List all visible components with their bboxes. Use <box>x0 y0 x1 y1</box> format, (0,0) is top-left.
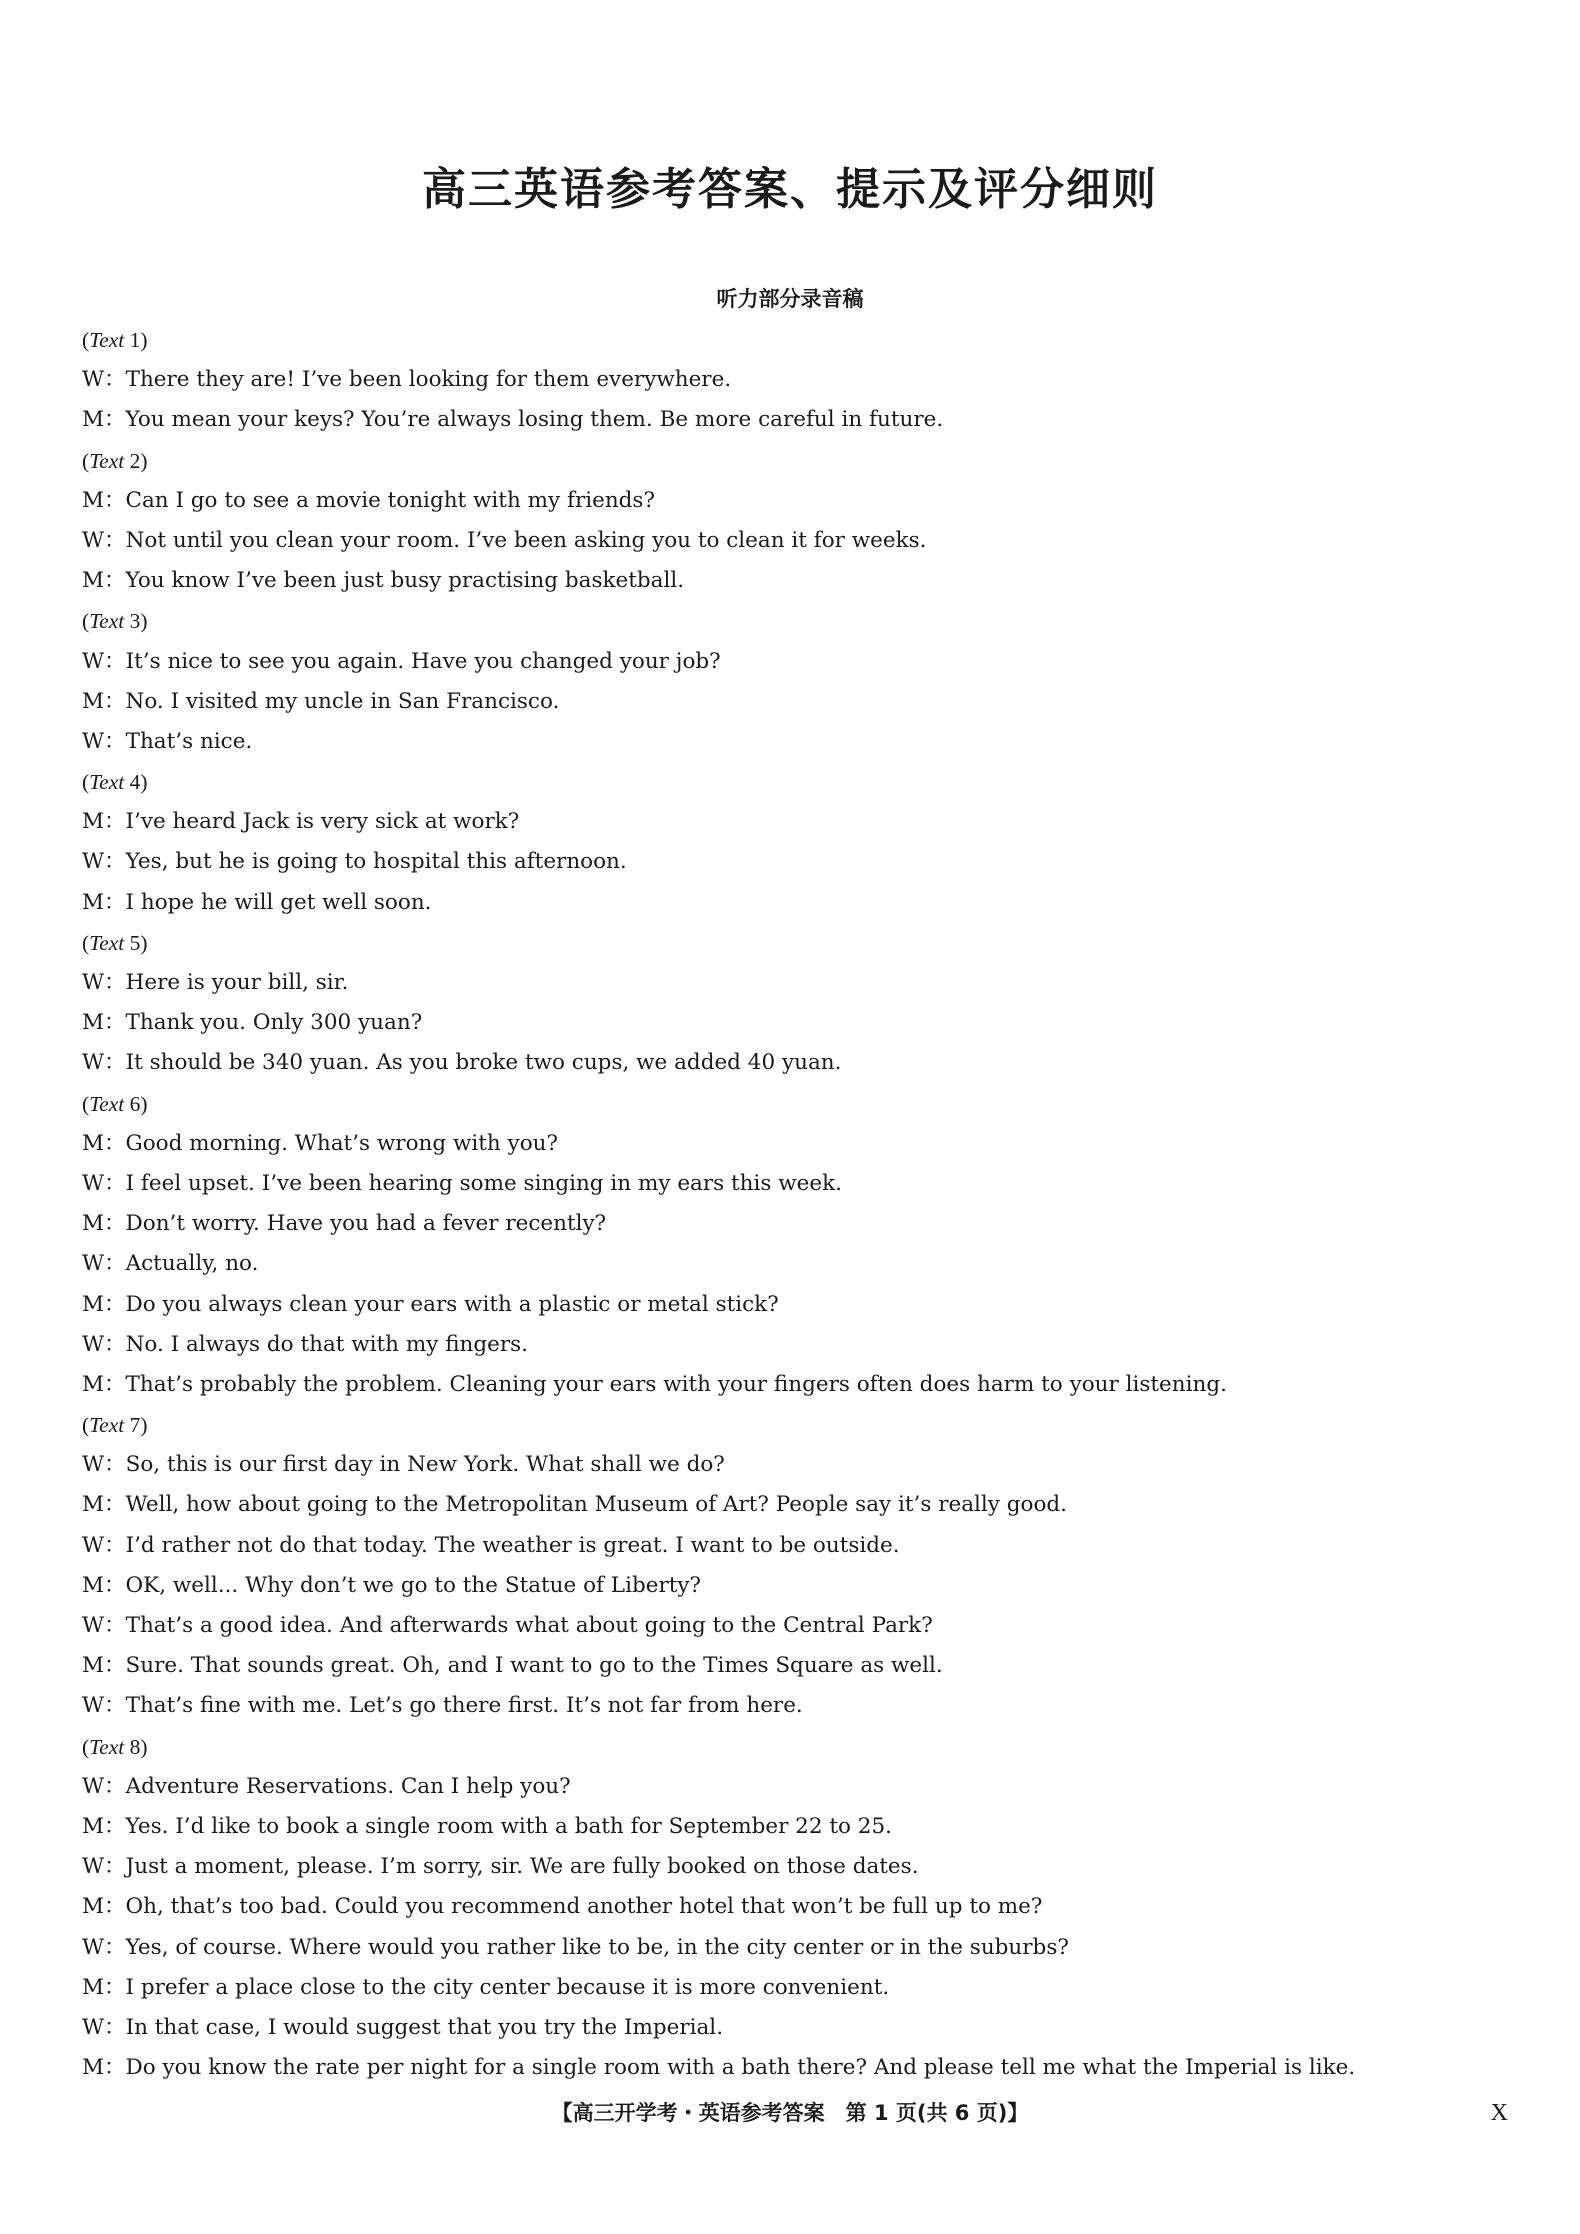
dialogue-text: I’d rather not do that today. The weather is great. I want to be outside. <box>125 1532 900 1558</box>
header-number: 2) <box>124 448 148 473</box>
speaker-label: M： <box>82 1291 126 1317</box>
speaker-label: W： <box>82 1452 126 1478</box>
corner-mark: X <box>1490 2100 1508 2126</box>
dialogue-text: Do you always clean your ears with a plastic or metal stick? <box>125 1291 779 1317</box>
header-number: 3) <box>124 609 148 634</box>
header-number: 1) <box>124 328 148 352</box>
speaker-label: M： <box>82 487 126 513</box>
dialogue-line <box>82 1767 1522 1807</box>
speaker-label: M： <box>82 1974 126 2000</box>
speaker-label: M： <box>82 1371 126 1397</box>
speaker-label: M： <box>82 1010 126 1036</box>
dialogue-line <box>82 1043 1522 1083</box>
text-section-header <box>82 762 1522 802</box>
dialogue-line <box>82 722 1522 762</box>
dialogue-text: So, this is our first day in New York. What shall we do? <box>125 1452 725 1478</box>
dialogue-line <box>82 802 1522 842</box>
speaker-label: W： <box>82 1251 126 1277</box>
dialogue-text: OK, well... Why don’t we go to the Statue of Liberty? <box>125 1572 702 1598</box>
dialogue-text: Well, how about going to the Metropolitan Museum of Art? People say it’s really good. <box>125 1492 1068 1518</box>
dialogue-line <box>82 1204 1522 1244</box>
dialogue-text: Actually, no. <box>125 1251 259 1277</box>
dialogue-text: You know I’ve been just busy practising basketball. <box>125 568 685 594</box>
dialogue-text: Just a moment, please. I’m sorry, sir. We are fully booked on those dates. <box>125 1854 919 1880</box>
dialogue-line <box>82 1686 1522 1726</box>
text-section-header <box>82 601 1522 641</box>
speaker-label: M： <box>82 2055 126 2081</box>
dialogue-text: Adventure Reservations. Can I help you? <box>125 1773 571 1799</box>
dialogue-text: Yes, but he is going to hospital this afternoon. <box>125 849 627 875</box>
dialogue-text: Thank you. Only 300 yuan? <box>125 1010 423 1036</box>
dialogue-text: That’s nice. <box>125 728 253 754</box>
text-section-header <box>82 441 1522 481</box>
speaker-label: W： <box>82 367 126 393</box>
header-label: Text <box>89 1413 125 1438</box>
dialogue-line <box>82 1928 1522 1968</box>
speaker-label: W： <box>82 1773 126 1799</box>
speaker-label: W： <box>82 527 126 553</box>
dialogue-line <box>82 481 1522 521</box>
dialogue-line <box>82 883 1522 923</box>
header-number: 8) <box>124 1734 148 1759</box>
dialogue-line <box>82 1003 1522 1043</box>
dialogue-text: Don’t worry. Have you had a fever recently? <box>125 1211 607 1237</box>
header-label: Text <box>89 1734 125 1759</box>
dialogue-line <box>82 642 1522 682</box>
dialogue-line <box>82 1124 1522 1164</box>
transcript <box>82 320 1522 2088</box>
speaker-label: W： <box>82 849 126 875</box>
dialogue-text: There they are! I’ve been looking for them everywhere. <box>125 367 732 393</box>
dialogue-line <box>82 682 1522 722</box>
speaker-label: M： <box>82 809 126 835</box>
dialogue-text: I prefer a place close to the city center because it is more convenient. <box>125 1974 890 2000</box>
dialogue-line <box>82 1244 1522 1284</box>
text-section-header <box>82 923 1522 963</box>
section-title: 听力部分录音稿 <box>716 287 864 311</box>
dialogue-line <box>82 1325 1522 1365</box>
header-open-paren: ( <box>82 448 90 473</box>
header-open-paren: ( <box>82 328 90 352</box>
header-label: Text <box>89 1091 125 1116</box>
text-section-header <box>82 320 1522 360</box>
header-open-paren: ( <box>82 1413 90 1438</box>
dialogue-text: That’s a good idea. And afterwards what about going to the Central Park? <box>125 1613 933 1638</box>
speaker-label: M： <box>82 1653 126 1679</box>
header-open-paren: ( <box>82 609 90 634</box>
speaker-label: W： <box>82 1854 126 1880</box>
dialogue-line <box>82 1445 1522 1485</box>
dialogue-text: Not until you clean your room. I’ve been asking you to clean it for weeks. <box>125 527 927 553</box>
text-section-header <box>82 1084 1522 1124</box>
dialogue-line <box>82 1807 1522 1847</box>
header-number: 6) <box>124 1091 148 1116</box>
header-open-paren: ( <box>82 1091 90 1116</box>
header-label: Text <box>89 328 125 352</box>
speaker-label: M： <box>82 688 126 714</box>
speaker-label: M： <box>82 1211 126 1237</box>
dialogue-text: Yes, of course. Where would you rather like to be, in the city center or in the suburbs? <box>125 1934 1069 1960</box>
dialogue-text: I feel upset. I’ve been hearing some singing in my ears this week. <box>125 1170 842 1196</box>
dialogue-line <box>82 963 1522 1003</box>
dialogue-line <box>82 1887 1522 1927</box>
dialogue-text: Yes. I’d like to book a single room with a bath for September 22 to 25. <box>125 1813 892 1839</box>
speaker-label: W： <box>82 1532 126 1558</box>
dialogue-line <box>82 1365 1522 1405</box>
speaker-label: W： <box>82 728 126 754</box>
speaker-label: W： <box>82 648 126 674</box>
dialogue-line <box>82 400 1522 440</box>
text-section-header <box>82 1405 1522 1445</box>
dialogue-line <box>82 2008 1522 2048</box>
header-label: Text <box>89 930 125 955</box>
dialogue-text: In that case, I would suggest that you try the Imperial. <box>125 2014 724 2040</box>
dialogue-text: I’ve heard Jack is very sick at work? <box>125 809 520 835</box>
speaker-label: M： <box>82 1492 126 1518</box>
dialogue-text: It’s nice to see you again. Have you changed your job? <box>125 648 721 674</box>
header-number: 7) <box>124 1413 148 1438</box>
speaker-label: W： <box>82 1331 126 1357</box>
dialogue-text: Can I go to see a movie tonight with my friends? <box>125 487 655 513</box>
speaker-label: M： <box>82 568 126 594</box>
speaker-label: M： <box>82 1572 126 1598</box>
header-label: Text <box>89 448 125 473</box>
dialogue-text: That’s fine with me. Let’s go there first. It’s not far from here. <box>125 1693 803 1719</box>
dialogue-line <box>82 1485 1522 1525</box>
header-label: Text <box>89 770 125 795</box>
dialogue-text: It should be 340 yuan. As you broke two cups, we added 40 yuan. <box>125 1050 842 1076</box>
header-open-paren: ( <box>82 930 90 955</box>
speaker-label: M： <box>82 407 126 433</box>
header-open-paren: ( <box>82 770 90 795</box>
dialogue-text: Do you know the rate per night for a single room with a bath there? And please tell me what the Imperial is like. <box>125 2055 1356 2081</box>
dialogue-line <box>82 1968 1522 2008</box>
speaker-label: M： <box>82 1813 126 1839</box>
speaker-label: M： <box>82 1130 126 1156</box>
dialogue-line <box>82 1164 1522 1204</box>
speaker-label: M： <box>82 1894 126 1920</box>
text-section-header <box>82 1727 1522 1767</box>
speaker-label: W： <box>82 1613 126 1638</box>
dialogue-line <box>82 842 1522 882</box>
page-title: 高三英语参考答案、提示及评分细则 <box>422 164 1158 215</box>
dialogue-text: You mean your keys? You’re always losing them. Be more careful in future. <box>125 407 944 433</box>
dialogue-text: Sure. That sounds great. Oh, and I want to go to the Times Square as well. <box>125 1653 943 1679</box>
header-number: 5) <box>124 930 148 955</box>
header-label: Text <box>89 609 125 634</box>
dialogue-line <box>82 1606 1522 1646</box>
dialogue-line <box>82 1526 1522 1566</box>
header-open-paren: ( <box>82 1734 90 1759</box>
dialogue-line <box>82 2048 1522 2088</box>
dialogue-line <box>82 521 1522 561</box>
dialogue-text: Oh, that’s too bad. Could you recommend another hotel that won’t be full up to me? <box>125 1894 1043 1920</box>
dialogue-line <box>82 1847 1522 1887</box>
dialogue-line <box>82 1285 1522 1325</box>
dialogue-line <box>82 360 1522 400</box>
speaker-label: W： <box>82 1693 126 1719</box>
dialogue-text: Here is your bill, sir. <box>125 970 349 995</box>
speaker-label: W： <box>82 1934 126 1960</box>
dialogue-text: No. I visited my uncle in San Francisco. <box>125 688 560 714</box>
speaker-label: M： <box>82 889 126 915</box>
dialogue-text: That’s probably the problem. Cleaning your ears with your fingers often does harm to your listening. <box>125 1371 1227 1397</box>
dialogue-line <box>82 1646 1522 1686</box>
speaker-label: W： <box>82 970 126 995</box>
dialogue-text: Good morning. What’s wrong with you? <box>125 1130 559 1156</box>
page-footer: 【高三开学考・英语参考答案 第 1 页(共 6 页)】 <box>551 2101 1029 2125</box>
speaker-label: W： <box>82 1050 126 1076</box>
dialogue-line <box>82 561 1522 601</box>
dialogue-line <box>82 1566 1522 1606</box>
dialogue-text: No. I always do that with my fingers. <box>125 1331 529 1357</box>
speaker-label: W： <box>82 2014 126 2040</box>
speaker-label: W： <box>82 1170 126 1196</box>
dialogue-text: I hope he will get well soon. <box>125 889 432 915</box>
header-number: 4) <box>124 770 148 795</box>
